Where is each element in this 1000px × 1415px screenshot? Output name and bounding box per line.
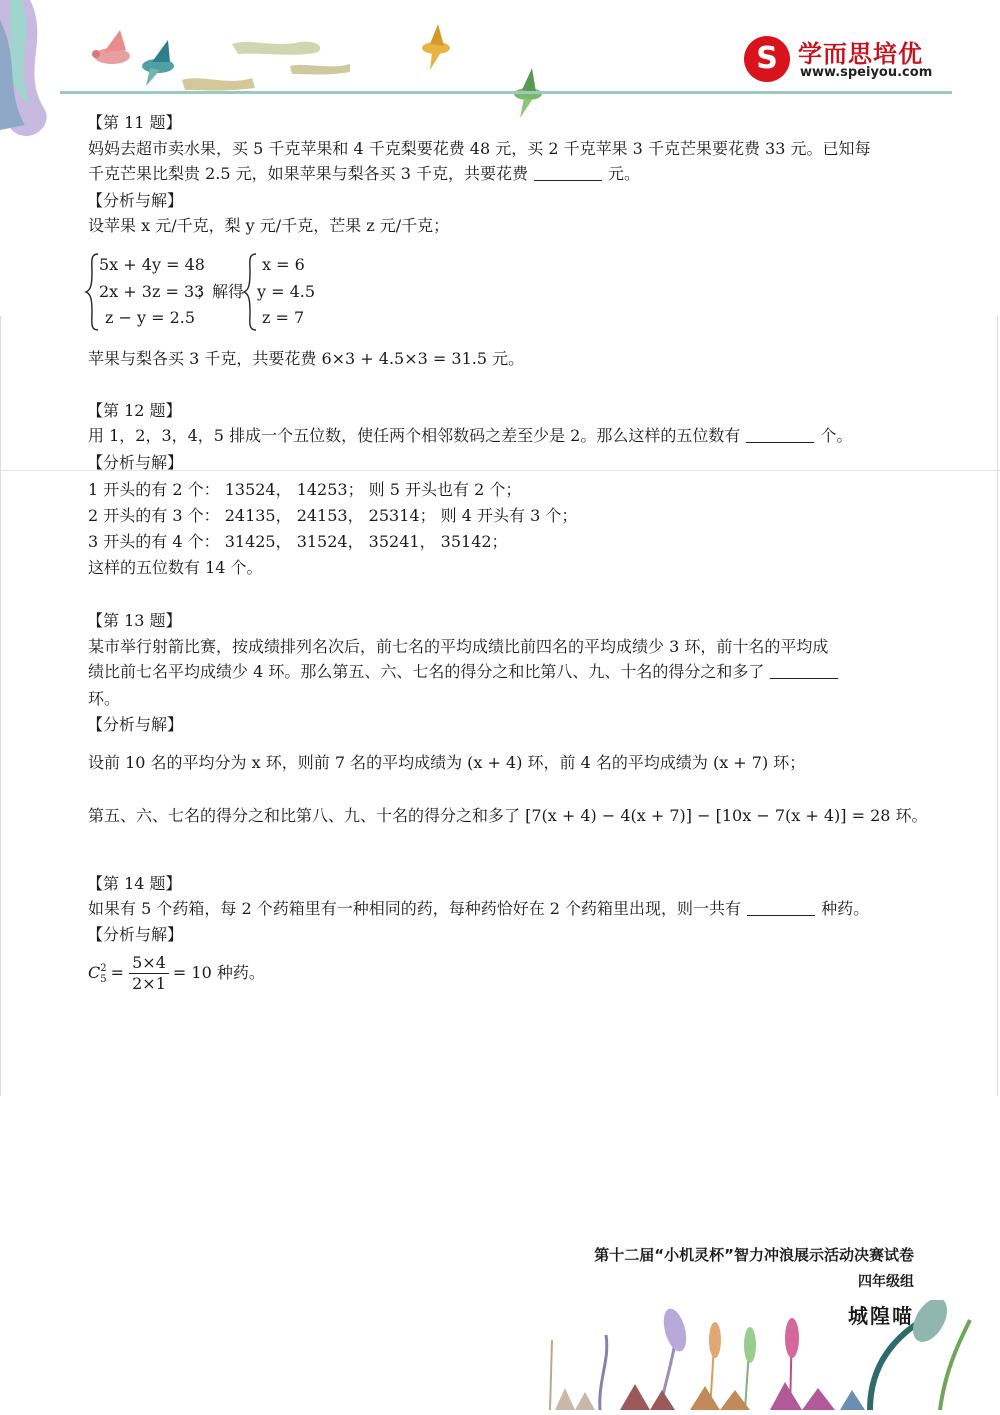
footer-signature: 城隍喵 [848,1304,914,1328]
q12-text-1b: 个。 [820,426,853,445]
q14-equals: = [110,963,130,982]
q11-text-1: 妈妈去超市卖水果，买 5 千克苹果和 4 千克梨要花费 48 元，买 2 千克苹果 3 千克芒果要花费 33 元。已知每 [88,139,871,158]
q11-analysis-heading: 【分析与解】 [87,191,184,210]
q13-analysis-heading: 【分析与解】 [87,715,184,734]
q14-comb-sub: 5 [100,973,107,985]
q12-solution-1: 1 开头的有 2 个： 13524， 14253； 则 5 开头也有 2 个； [88,480,522,499]
q11-eq-left-2: 2x + 3z = 33 [99,282,205,301]
q14-fraction [129,953,169,994]
cloud-shape-1 [232,42,320,55]
q13-heading: 【第 13 题】 [87,611,182,630]
plant-stem-icons [550,1310,970,1410]
q14-heading: 【第 14 题】 [87,874,182,893]
left-scan-line [0,316,1,1096]
q11-text-2a: 千克芒果比梨贵 2.5 元，如果苹果与梨各买 3 千克，共要花费 [88,164,528,183]
q12-solution-4: 这样的五位数有 14 个。 [88,558,263,577]
q12-solution-3: 3 开头的有 4 个： 31425， 31524， 35241， 35142； [88,532,508,551]
header-decoration [0,0,560,160]
q11-solution-1: 设苹果 x 元/千克，梨 y 元/千克，芒果 z 元/千克； [88,216,450,235]
logo-url: www.speiyou.com [800,65,933,80]
q14-result: = 10 种药。 [172,963,265,982]
q14-analysis-heading: 【分析与解】 [87,925,184,944]
bird-icon-pink [92,30,130,64]
q13-text-1: 某市举行射箭比赛，按成绩排列名次后，前七名的平均成绩比前四名的平均成绩少 3 环，前十名的平均成 [88,637,829,656]
q14-frac-den: 2×1 [132,974,166,993]
q14-comb-sup: 2 [100,962,107,974]
q11-text-2 [88,163,640,185]
q14-text-1b: 种药。 [821,899,870,918]
q13-text-2a: 绩比前七名平均成绩少 4 环。那么第五、六、七名的得分之和比第八、九、十名的得分之和多了 [88,662,765,681]
q14-text-1a: 如果有 5 个药箱，每 2 个药箱里有一种相同的药，每种药恰好在 2 个药箱里出现，则一共有 [88,899,742,918]
logo-mark-icon: S [744,36,790,82]
q11-eq-mid: ；解得 [196,282,245,301]
right-scan-line [997,316,998,1096]
cloud-shape-2 [182,78,255,91]
q11-solution-2: 苹果与梨各买 3 千克，共要花费 6×3 + 4.5×3 = 31.5 元。 [88,349,525,368]
footer-grade: 四年级组 [858,1274,914,1290]
q12-heading: 【第 12 题】 [87,401,182,420]
q11-eq-right-2: y = 4.5 [257,282,316,301]
header-rule [60,91,952,94]
q12-solution-2: 2 开头的有 3 个： 24135， 24153， 25314； 则 4 开头有 3 个； [88,506,578,525]
q12-text-1 [88,425,852,447]
q13-answer-blank [770,662,838,679]
q14-comb-symbol: C [88,963,101,982]
q11-eq-left-1: 5x + 4y = 48 [99,255,205,274]
q12-analysis-heading: 【分析与解】 [87,453,184,472]
q12-text-1a: 用 1，2，3，4，5 排成一个五位数，使任两个相邻数码之差至少是 2。那么这样的五位数有 [88,426,741,445]
q11-text-2b: 元。 [607,164,640,183]
q11-answer-blank [534,164,602,181]
q13-text-2 [88,661,844,683]
cloud-shape-3 [290,64,350,75]
q11-eq-left-3: z − y = 2.5 [105,308,196,327]
q11-heading: 【第 11 题】 [87,113,182,132]
q12-answer-blank [746,426,814,443]
bird-icon-teal [142,40,174,86]
logo-name: 学而思培优 [798,40,923,68]
q14-frac-num: 5×4 [129,953,169,974]
q14-solution [88,952,265,994]
q13-solution-2: 第五、六、七名的得分之和比第八、九、十名的得分之和多了 [7(x + 4) − 4(x + 7)] − [10x − 7(x + 4)] = 28 环。 [88,806,928,825]
footer-plant-decoration [540,1300,990,1410]
q11-eq-right-1: x = 6 [262,255,305,274]
q14-text-1 [88,898,869,920]
q13-solution-1: 设前 10 名的平均分为 x 环，则前 7 名的平均成绩为 (x + 4) 环，前 4 名的平均成绩为 (x + 7) 环； [88,753,806,772]
brand-logo [744,34,944,84]
q13-text-3: 环。 [88,689,121,708]
q14-answer-blank [747,899,815,916]
footer-title: 第十二届“小机灵杯”智力冲浪展示活动决赛试卷 [594,1246,914,1264]
bird-icon-yellow [422,24,450,70]
q11-eq-right-3: z = 7 [262,308,305,327]
